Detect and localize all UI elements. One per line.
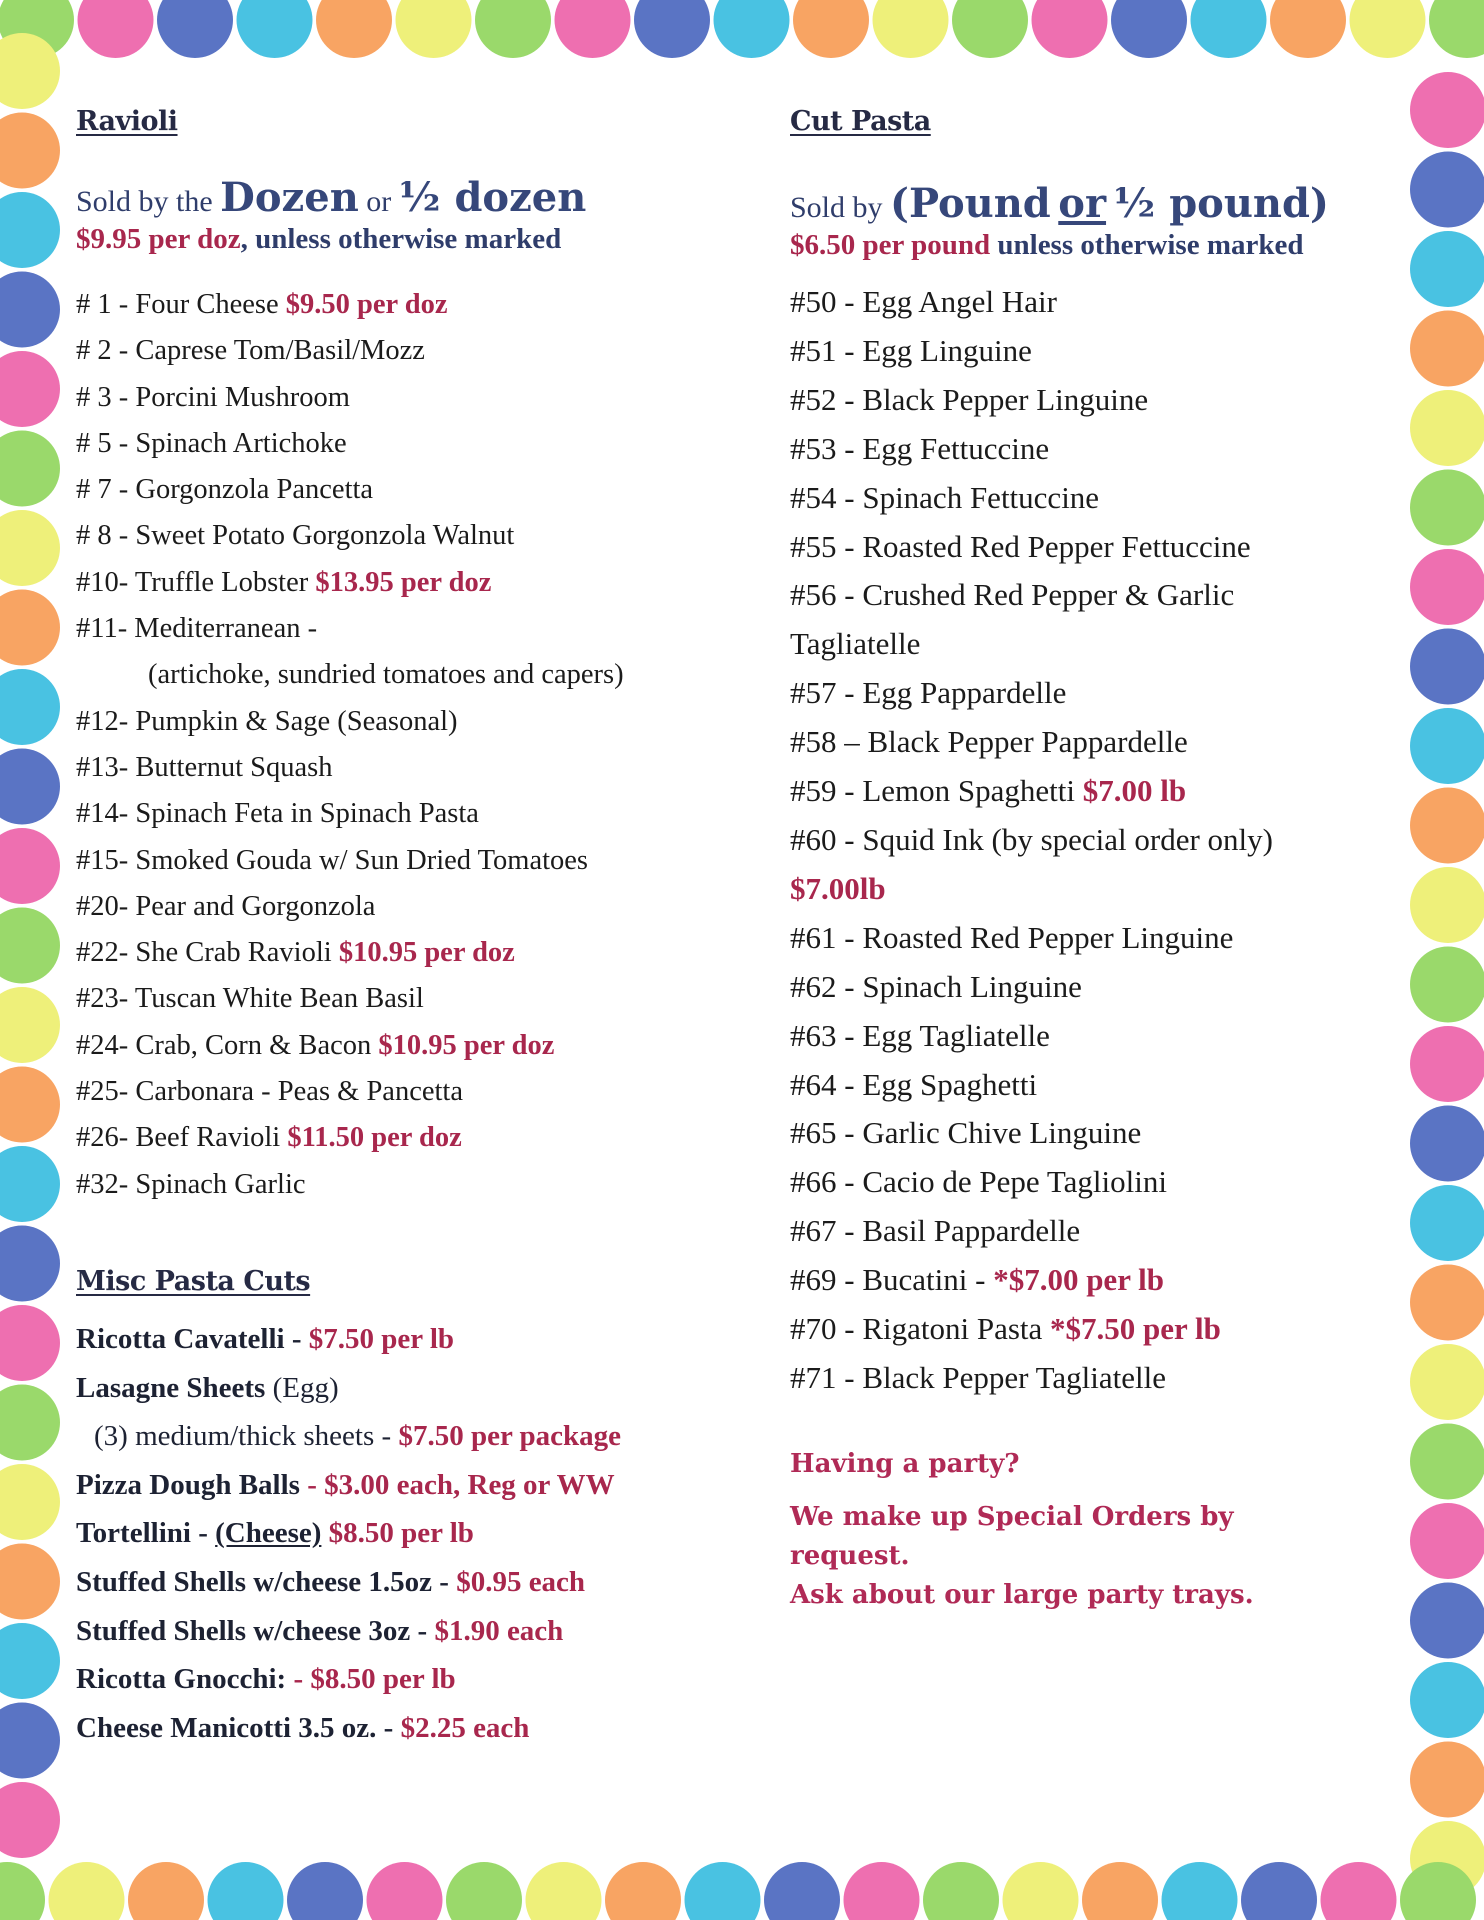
cut-pasta-item bbox=[790, 278, 1430, 327]
item-name: #10- Truffle Lobster bbox=[76, 566, 316, 598]
ravioli-item bbox=[76, 1023, 756, 1069]
border-dot bbox=[0, 908, 60, 984]
item-price: - $3.00 each, Reg or WW bbox=[299, 1468, 615, 1501]
item-name: Tortellini - bbox=[76, 1517, 216, 1550]
item-name: #26- Beef Ravioli bbox=[76, 1122, 288, 1154]
misc-item bbox=[76, 1558, 756, 1607]
border-dot bbox=[0, 351, 60, 427]
item-name: #11- Mediterranean - bbox=[76, 613, 318, 645]
border-dot bbox=[714, 0, 790, 58]
border-dot bbox=[0, 987, 60, 1063]
item-price: $13.95 per doz bbox=[315, 566, 492, 598]
ravioli-item bbox=[76, 745, 756, 791]
cut-pasta-item bbox=[790, 669, 1430, 718]
item-name: Pizza Dough Balls bbox=[76, 1468, 300, 1501]
cut-pasta-heading: Cut Pasta bbox=[790, 106, 931, 137]
border-dot bbox=[844, 1862, 920, 1920]
border-dot bbox=[0, 1305, 60, 1381]
cut-pasta-item bbox=[790, 1305, 1430, 1354]
item-name: #32- Spinach Garlic bbox=[76, 1168, 306, 1200]
item-name: #71 - Black Pepper Tagliatelle bbox=[790, 1359, 1167, 1395]
party-trays: Ask about our large party trays. bbox=[790, 1579, 1254, 1610]
border-dot bbox=[0, 1862, 45, 1920]
item-name: #62 - Spinach Linguine bbox=[790, 968, 1082, 1004]
border-dot bbox=[1321, 1862, 1397, 1920]
item-price: *$7.50 per lb bbox=[1050, 1311, 1221, 1347]
misc-item bbox=[76, 1412, 756, 1461]
item-price: $1.90 each bbox=[434, 1614, 564, 1647]
border-dot bbox=[0, 1623, 60, 1699]
ravioli-item bbox=[76, 560, 756, 606]
border-dot bbox=[396, 0, 472, 58]
cut-pasta-item bbox=[790, 1158, 1430, 1207]
item-name: Stuffed Shells w/cheese 1.5oz - bbox=[76, 1565, 457, 1598]
party-question: Having a party? bbox=[790, 1448, 1020, 1479]
border-dot bbox=[0, 669, 60, 745]
cut-pasta-item bbox=[790, 865, 1430, 914]
item-name: #53 - Egg Fettuccine bbox=[790, 430, 1050, 466]
ravioli-item bbox=[76, 1115, 756, 1161]
border-dot bbox=[0, 1464, 60, 1540]
item-name: #57 - Egg Pappardelle bbox=[790, 675, 1067, 711]
border-dot bbox=[634, 0, 710, 58]
item-detail: (Egg) bbox=[272, 1371, 339, 1404]
item-name: # 3 - Porcini Mushroom bbox=[76, 381, 350, 413]
item-name: #65 - Garlic Chive Linguine bbox=[790, 1115, 1142, 1151]
item-name: #22- She Crab Ravioli bbox=[76, 937, 339, 969]
cut-pasta-item bbox=[790, 376, 1430, 425]
cut-pasta-item bbox=[790, 767, 1430, 816]
border-dot bbox=[1429, 0, 1484, 58]
cut-pasta-item bbox=[790, 963, 1430, 1012]
border-dot bbox=[0, 590, 60, 666]
item-price: *$7.00 per lb bbox=[993, 1262, 1164, 1298]
party-special-orders: We make up Special Orders by bbox=[790, 1501, 1234, 1532]
cut-pasta-item bbox=[790, 620, 1430, 669]
cut-pasta-item bbox=[790, 718, 1430, 767]
border-dot bbox=[0, 1703, 60, 1779]
item-name: #23- Tuscan White Bean Basil bbox=[76, 983, 424, 1015]
item-name: #70 - Rigatoni Pasta bbox=[790, 1311, 1051, 1347]
border-dot bbox=[0, 1385, 60, 1461]
border-dot bbox=[555, 0, 631, 58]
item-variant: (Cheese) bbox=[215, 1517, 322, 1550]
ravioli-item bbox=[76, 513, 756, 559]
item-name: (artichoke, sundried tomatoes and capers) bbox=[148, 659, 624, 691]
item-name: #50 - Egg Angel Hair bbox=[790, 284, 1057, 319]
border-dot bbox=[0, 431, 60, 507]
ravioli-heading: Ravioli bbox=[76, 106, 178, 137]
item-price: $0.95 each bbox=[456, 1565, 586, 1598]
border-dot bbox=[446, 1862, 522, 1920]
border-dot bbox=[1032, 0, 1108, 58]
item-name: Lasagne Sheets bbox=[76, 1371, 273, 1404]
border-dot bbox=[316, 0, 392, 58]
border-dot bbox=[0, 1146, 60, 1222]
border-dot bbox=[0, 113, 60, 189]
border-dot bbox=[923, 1862, 999, 1920]
item-name: # 2 - Caprese Tom/Basil/Mozz bbox=[76, 335, 425, 367]
ravioli-item bbox=[76, 930, 756, 976]
border-dot bbox=[0, 192, 60, 268]
ravioli-item bbox=[76, 467, 756, 513]
item-price: $10.95 per doz bbox=[338, 937, 515, 969]
item-name: #52 - Black Pepper Linguine bbox=[790, 381, 1149, 417]
border-dot bbox=[793, 0, 869, 58]
item-name: #59 - Lemon Spaghetti bbox=[790, 773, 1083, 809]
item-name: # 5 - Spinach Artichoke bbox=[76, 427, 347, 459]
item-name: #66 - Cacio de Pepe Tagliolini bbox=[790, 1164, 1167, 1200]
ravioli-item bbox=[76, 421, 756, 467]
border-dot bbox=[0, 272, 60, 348]
border-dot bbox=[49, 1862, 125, 1920]
item-name: #13- Butternut Squash bbox=[76, 751, 333, 783]
item-name: # 8 - Sweet Potato Gorgonzola Walnut bbox=[76, 520, 515, 552]
item-name: #15- Smoked Gouda w/ Sun Dried Tomatoes bbox=[76, 844, 589, 876]
border-dot bbox=[1270, 0, 1346, 58]
ravioli-item bbox=[76, 884, 756, 930]
cut-pasta-item bbox=[790, 816, 1430, 865]
item-name: # 7 - Gorgonzola Pancetta bbox=[76, 474, 374, 506]
border-dot bbox=[157, 0, 233, 58]
cut-pasta-item bbox=[790, 1012, 1430, 1061]
left-column bbox=[76, 106, 756, 1752]
cut-pasta-item bbox=[790, 523, 1430, 572]
item-price: $11.50 per doz bbox=[287, 1122, 462, 1154]
ravioli-item bbox=[76, 1069, 756, 1115]
cut-pasta-item bbox=[790, 474, 1430, 523]
cut-pasta-item bbox=[790, 571, 1430, 620]
item-detail: (3) medium/thick sheets - bbox=[94, 1420, 399, 1453]
ravioli-item bbox=[76, 791, 756, 837]
item-name: #58 – Black Pepper Pappardelle bbox=[790, 724, 1188, 760]
item-name: #55 - Roasted Red Pepper Fettuccine bbox=[790, 528, 1251, 564]
border-dot bbox=[0, 510, 60, 586]
misc-list bbox=[76, 1315, 756, 1752]
border-dot bbox=[1350, 0, 1426, 58]
item-name: #51 - Egg Linguine bbox=[790, 332, 1032, 368]
misc-item bbox=[76, 1607, 756, 1656]
border-dot bbox=[605, 1862, 681, 1920]
item-name: Tagliatelle bbox=[790, 626, 921, 662]
item-name: #25- Carbonara - Peas & Pancetta bbox=[76, 1076, 463, 1108]
item-price: $7.00lb bbox=[790, 870, 886, 906]
item-price: $7.50 per lb bbox=[308, 1322, 455, 1355]
ravioli-item bbox=[76, 976, 756, 1022]
misc-item bbox=[76, 1461, 756, 1510]
border-dot bbox=[0, 749, 60, 825]
ravioli-item bbox=[76, 838, 756, 884]
border-dot bbox=[128, 1862, 204, 1920]
misc-item bbox=[76, 1364, 756, 1413]
item-name: # 1 - Four Cheese bbox=[76, 289, 286, 320]
border-dot bbox=[1003, 1862, 1079, 1920]
item-name: #63 - Egg Tagliatelle bbox=[790, 1017, 1050, 1053]
border-dot bbox=[0, 828, 60, 904]
border-dot bbox=[526, 1862, 602, 1920]
ravioli-price-note: $9.95 per doz, unless otherwise marked bbox=[76, 223, 562, 255]
cut-pasta-item bbox=[790, 914, 1430, 963]
cut-pasta-item bbox=[790, 1061, 1430, 1110]
item-price: $7.00 lb bbox=[1082, 773, 1187, 809]
item-price: $2.25 each bbox=[400, 1711, 530, 1744]
border-dot bbox=[1111, 0, 1187, 58]
cut-pasta-item bbox=[790, 327, 1430, 376]
party-request: request. bbox=[790, 1540, 910, 1571]
item-price: $9.50 per doz bbox=[285, 289, 448, 320]
misc-item bbox=[76, 1315, 756, 1364]
item-price: - $8.50 per lb bbox=[293, 1663, 456, 1696]
border-dot bbox=[237, 0, 313, 58]
border-dot bbox=[367, 1862, 443, 1920]
item-name: #12- Pumpkin & Sage (Seasonal) bbox=[76, 705, 458, 737]
cut-price-note: $6.50 per pound unless otherwise marked bbox=[790, 229, 1304, 261]
ravioli-item bbox=[76, 328, 756, 374]
item-name: #60 - Squid Ink (by special order only) bbox=[790, 821, 1273, 857]
ravioli-item bbox=[76, 699, 756, 745]
border-dot bbox=[475, 0, 551, 58]
border-dot bbox=[764, 1862, 840, 1920]
item-name: #54 - Spinach Fettuccine bbox=[790, 479, 1100, 515]
ravioli-item bbox=[76, 1162, 756, 1208]
cut-pasta-list bbox=[790, 278, 1430, 1403]
cut-pasta-item bbox=[790, 425, 1430, 474]
border-dot bbox=[0, 1782, 60, 1858]
item-name: #20- Pear and Gorgonzola bbox=[76, 890, 376, 922]
border-dot bbox=[1162, 1862, 1238, 1920]
border-dot bbox=[0, 1226, 60, 1302]
item-name: Ricotta Gnocchi: bbox=[76, 1663, 294, 1696]
border-dot bbox=[78, 0, 154, 58]
cut-sold-by: Sold by (Pound or ½ pound) bbox=[790, 180, 1329, 227]
border-dot bbox=[208, 1862, 284, 1920]
item-price: $10.95 per doz bbox=[378, 1029, 555, 1061]
border-dot bbox=[0, 1544, 60, 1620]
ravioli-list bbox=[76, 282, 756, 1208]
border-dot bbox=[1410, 1742, 1484, 1818]
cut-pasta-item bbox=[790, 1354, 1430, 1403]
misc-item bbox=[76, 1704, 756, 1753]
ravioli-item bbox=[76, 282, 756, 328]
item-name: #61 - Roasted Red Pepper Linguine bbox=[790, 919, 1234, 955]
cut-pasta-item bbox=[790, 1109, 1430, 1158]
misc-heading: Misc Pasta Cuts bbox=[76, 1265, 311, 1297]
right-column bbox=[790, 106, 1430, 1615]
border-dot bbox=[873, 0, 949, 58]
item-name: #67 - Basil Pappardelle bbox=[790, 1213, 1081, 1249]
border-dot bbox=[287, 1862, 363, 1920]
border-dot bbox=[1241, 1862, 1317, 1920]
misc-item bbox=[76, 1509, 756, 1558]
border-dot bbox=[0, 1067, 60, 1143]
item-name: #69 - Bucatini - bbox=[790, 1262, 994, 1298]
ravioli-sold-by: Sold by the Dozen or ½ dozen bbox=[76, 174, 587, 221]
border-dot bbox=[685, 1862, 761, 1920]
border-dot bbox=[1191, 0, 1267, 58]
item-name: Ricotta Cavatelli - bbox=[76, 1322, 309, 1355]
item-name: #56 - Crushed Red Pepper & Garlic bbox=[790, 577, 1235, 613]
item-name: Stuffed Shells w/cheese 3oz - bbox=[76, 1614, 435, 1647]
item-name: #64 - Egg Spaghetti bbox=[790, 1066, 1038, 1102]
misc-item bbox=[76, 1655, 756, 1704]
item-name: #14- Spinach Feta in Spinach Pasta bbox=[76, 798, 479, 830]
ravioli-item bbox=[76, 606, 756, 652]
ravioli-item bbox=[76, 375, 756, 421]
party-note bbox=[790, 1445, 1430, 1615]
item-name: Cheese Manicotti 3.5 oz. - bbox=[76, 1711, 401, 1744]
border-dot bbox=[1410, 1662, 1484, 1738]
cut-pasta-item bbox=[790, 1256, 1430, 1305]
cut-pasta-item bbox=[790, 1207, 1430, 1256]
item-price: $8.50 per lb bbox=[321, 1517, 474, 1550]
border-dot bbox=[952, 0, 1028, 58]
border-dot bbox=[1082, 1862, 1158, 1920]
item-price: $7.50 per package bbox=[398, 1420, 622, 1453]
ravioli-item bbox=[76, 652, 756, 698]
item-name: #24- Crab, Corn & Bacon bbox=[76, 1029, 379, 1061]
